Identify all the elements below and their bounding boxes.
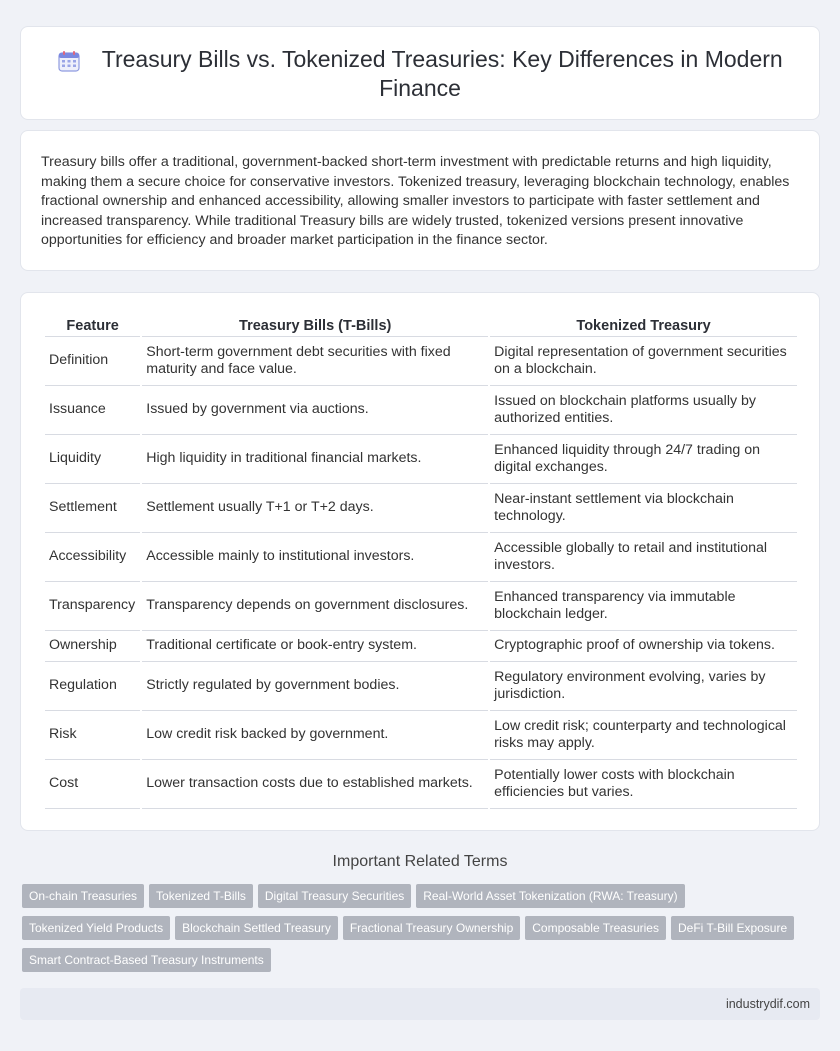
tokenized-cell: Accessible globally to retail and institutional investors. (490, 533, 797, 582)
tokenized-cell: Low credit risk; counterparty and technological risks may apply. (490, 711, 797, 760)
tokenized-cell: Enhanced liquidity through 24/7 trading on digital exchanges. (490, 435, 797, 484)
table-row (45, 760, 797, 809)
footer-bar (20, 988, 820, 1020)
related-terms-tags (22, 884, 822, 980)
tokenized-cell: Enhanced transparency via immutable blockchain ledger. (490, 582, 797, 631)
related-tag[interactable]: Composable Treasuries (525, 916, 666, 940)
page-title: Treasury Bills vs. Tokenized Treasuries: Key Differences in Modern Finance (101, 46, 783, 101)
tbill-cell: High liquidity in traditional financial markets. (142, 435, 488, 484)
feature-cell: Settlement (45, 484, 140, 533)
related-tag[interactable]: DeFi T-Bill Exposure (671, 916, 794, 940)
table-row (45, 337, 797, 386)
table-row (45, 533, 797, 582)
feature-cell: Transparency (45, 582, 140, 631)
table-row (45, 662, 797, 711)
related-tag[interactable]: Real-World Asset Tokenization (RWA: Treasury) (416, 884, 684, 908)
related-tag[interactable]: On-chain Treasuries (22, 884, 144, 908)
table-row (45, 386, 797, 435)
tokenized-cell: Digital representation of government securities on a blockchain. (490, 337, 797, 386)
header-feature: Feature (45, 313, 140, 337)
comparison-table-card (20, 292, 820, 831)
related-terms-title: Important Related Terms (332, 853, 508, 870)
feature-cell: Risk (45, 711, 140, 760)
tbill-cell: Settlement usually T+1 or T+2 days. (142, 484, 488, 533)
tokenized-cell: Regulatory environment evolving, varies by jurisdiction. (490, 662, 797, 711)
tokenized-cell: Potentially lower costs with blockchain efficiencies but varies. (490, 760, 797, 809)
comparison-table (43, 313, 799, 809)
related-tag[interactable]: Tokenized Yield Products (22, 916, 170, 940)
tbill-cell: Lower transaction costs due to established markets. (142, 760, 488, 809)
intro-paragraph: Treasury bills offer a traditional, government-backed short-term investment with predictable returns and high liquidity, making them a secure choice for conservative investors. Tokenized treasury, leveraging blockchain technology, enables fractional ownership and enhanced accessibility, allowing smaller investors to participate with faster settlement and increased transparency. While traditional Treasury bills are widely trusted, tokenized versions present innovative opportunities for efficiency and broader market participation in the finance sector. (41, 154, 790, 249)
feature-cell: Regulation (45, 662, 140, 711)
tokenized-cell: Near-instant settlement via blockchain technology. (490, 484, 797, 533)
feature-cell: Issuance (45, 386, 140, 435)
table-row (45, 582, 797, 631)
tokenized-cell: Cryptographic proof of ownership via tokens. (490, 631, 797, 662)
related-tag[interactable]: Digital Treasury Securities (258, 884, 411, 908)
feature-cell: Ownership (45, 631, 140, 662)
related-tag[interactable]: Tokenized T-Bills (149, 884, 253, 908)
tbill-cell: Low credit risk backed by government. (142, 711, 488, 760)
feature-cell: Accessibility (45, 533, 140, 582)
header-tokenized-treasury: Tokenized Treasury (490, 313, 797, 337)
table-row (45, 711, 797, 760)
feature-cell: Liquidity (45, 435, 140, 484)
intro-card (20, 130, 820, 271)
header-treasury-bills: Treasury Bills (T-Bills) (142, 313, 488, 337)
tbill-cell: Short-term government debt securities with fixed maturity and face value. (142, 337, 488, 386)
title-card (20, 26, 820, 120)
tokenized-cell: Issued on blockchain platforms usually by authorized entities. (490, 386, 797, 435)
table-row (45, 435, 797, 484)
tbill-cell: Accessible mainly to institutional investors. (142, 533, 488, 582)
table-row (45, 631, 797, 662)
feature-cell: Cost (45, 760, 140, 809)
table-header-row (45, 313, 797, 337)
tbill-cell: Strictly regulated by government bodies. (142, 662, 488, 711)
tbill-cell: Traditional certificate or book-entry system. (142, 631, 488, 662)
tbill-cell: Transparency depends on government disclosures. (142, 582, 488, 631)
feature-cell: Definition (45, 337, 140, 386)
calendar-icon (57, 49, 81, 73)
tbill-cell: Issued by government via auctions. (142, 386, 488, 435)
table-row (45, 484, 797, 533)
footer-source[interactable]: industrydif.com (725, 997, 810, 1011)
related-tag[interactable]: Blockchain Settled Treasury (175, 916, 338, 940)
related-tag[interactable]: Smart Contract-Based Treasury Instruments (22, 948, 271, 972)
related-tag[interactable]: Fractional Treasury Ownership (343, 916, 520, 940)
